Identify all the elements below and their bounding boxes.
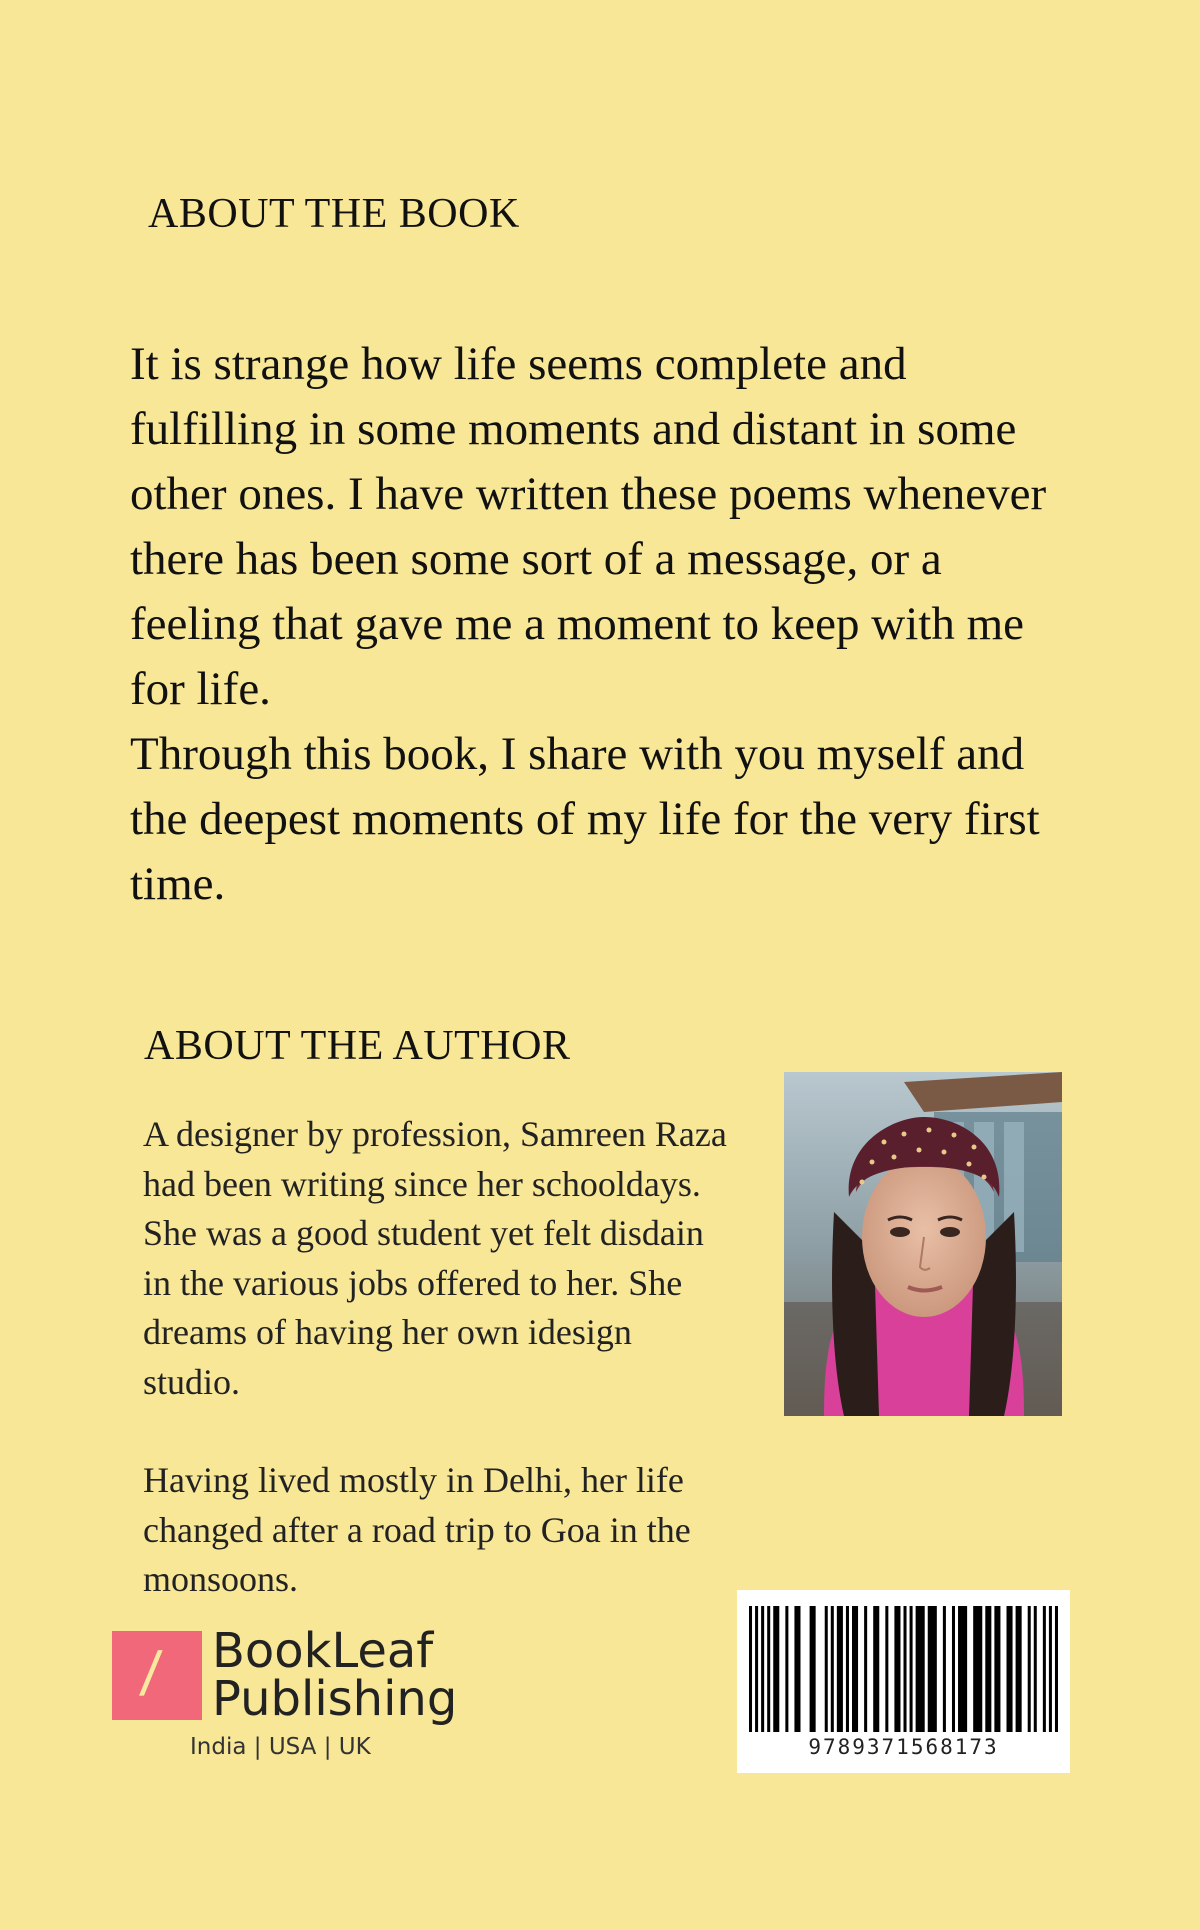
barcode-bar (810, 1606, 816, 1732)
barcode-bar (1043, 1606, 1046, 1732)
barcode-bar (785, 1606, 788, 1732)
barcode-bar (825, 1606, 828, 1732)
about-book-text (130, 332, 1080, 917)
barcode-bar (837, 1606, 843, 1732)
publisher-name-line-2: Publishing (212, 1671, 458, 1727)
barcode-bar (749, 1606, 752, 1732)
logo-slash: / (137, 1640, 165, 1709)
barcode-bar (831, 1606, 834, 1732)
barcode-bar (767, 1606, 770, 1732)
barcode-bar (773, 1606, 779, 1732)
barcode-bar (916, 1606, 925, 1732)
barcode-bar (952, 1606, 955, 1732)
barcode-bar (973, 1606, 982, 1732)
barcode-bar (1007, 1606, 1013, 1732)
barcode-bar (904, 1606, 907, 1732)
bookleaf-logo-icon (112, 1631, 202, 1720)
barcode-bar (885, 1606, 888, 1732)
barcode-bars (749, 1606, 1058, 1732)
barcode-bar (894, 1606, 900, 1732)
barcode-bar (928, 1606, 937, 1732)
about-book-heading: ABOUT THE BOOK (148, 191, 520, 237)
barcode-bar (794, 1606, 800, 1732)
barcode-bar (985, 1606, 991, 1732)
about-book-paragraph: Through this book, I share with you myself and the deepest moments of my life for the very first time. (130, 728, 1040, 910)
barcode-bar (846, 1606, 849, 1732)
barcode-bar (1016, 1606, 1022, 1732)
publisher-regions: India | USA | UK (190, 1734, 371, 1760)
about-author-text (143, 1110, 733, 1605)
about-author-heading: ABOUT THE AUTHOR (144, 1023, 571, 1069)
publisher-name-line-1: BookLeaf (212, 1623, 434, 1679)
barcode-bar (873, 1606, 879, 1732)
barcode-bar (910, 1606, 913, 1732)
barcode-bar (958, 1606, 967, 1732)
barcode-bar (761, 1606, 764, 1732)
barcode-bar (755, 1606, 758, 1732)
isbn-barcode (737, 1590, 1070, 1773)
publisher-logo (112, 1623, 492, 1770)
barcode-bar (1055, 1606, 1058, 1732)
about-author-paragraph: Having lived mostly in Delhi, her life changed after a road trip to Goa in the monsoons. (143, 1460, 691, 1599)
barcode-bar (864, 1606, 867, 1732)
barcode-bar (1049, 1606, 1052, 1732)
barcode-bar (994, 1606, 1000, 1732)
barcode-bar (852, 1606, 858, 1732)
barcode-bar (1034, 1606, 1037, 1732)
author-photo (784, 1072, 1062, 1416)
about-book-paragraph: It is strange how life seems complete and fulfilling in some moments and distant in some other ones. I have written these poems whenever there has been some sort of a message, or a feeling that gave me a moment to keep with me for life. (130, 338, 1047, 715)
barcode-bar (943, 1606, 946, 1732)
barcode-bar (1028, 1606, 1031, 1732)
about-author-paragraph: A designer by profession, Samreen Raza had been writing since her schooldays. She was a good student yet felt disdain in the various jobs offered to her. She dreams of having her own idesign studio. (143, 1114, 727, 1402)
isbn-number: 9789371568173 (808, 1735, 999, 1759)
